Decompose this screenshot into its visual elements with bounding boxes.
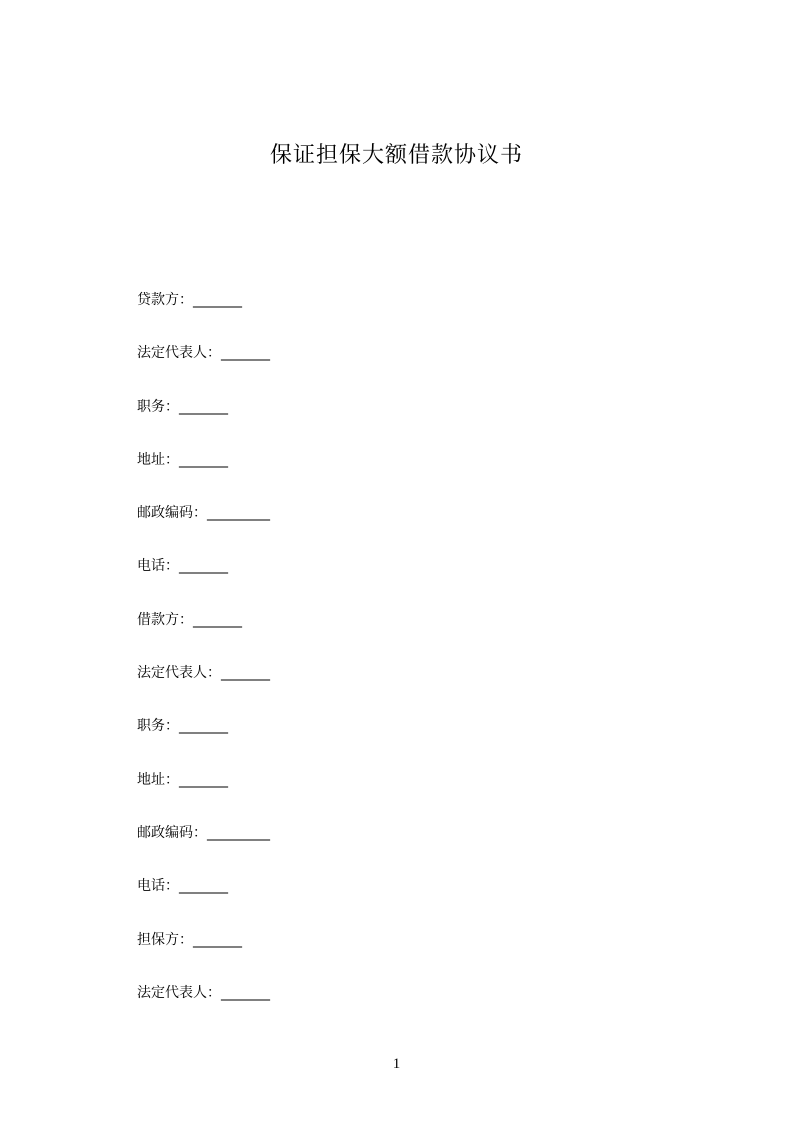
field-borrower-phone: 电话：_______ [137,878,228,895]
field-lender-phone: 电话：_______ [137,558,228,575]
party-info-list [137,288,697,1034]
field-lender-postal-code: 邮政编码：_________ [137,505,270,522]
field-borrower-postal-code: 邮政编码：_________ [137,824,270,841]
field-lender-position: 职务：_______ [137,398,228,415]
field-borrower-position: 职务：_______ [137,718,228,735]
field-borrower: 借款方：_______ [137,611,242,628]
field-guarantor-legal-representative: 法定代表人：_______ [137,984,270,1001]
field-borrower-address: 地址：_______ [137,771,228,788]
field-lender-address: 地址：_______ [137,451,228,468]
field-lender-legal-representative: 法定代表人：_______ [137,345,270,362]
page-number: 1 [392,1056,401,1072]
field-borrower-legal-representative: 法定代表人：_______ [137,665,270,682]
field-guarantor: 担保方：_______ [137,931,242,948]
field-lender: 贷款方：_______ [137,292,242,308]
document-title: 保证担保大额借款协议书 [269,143,523,168]
